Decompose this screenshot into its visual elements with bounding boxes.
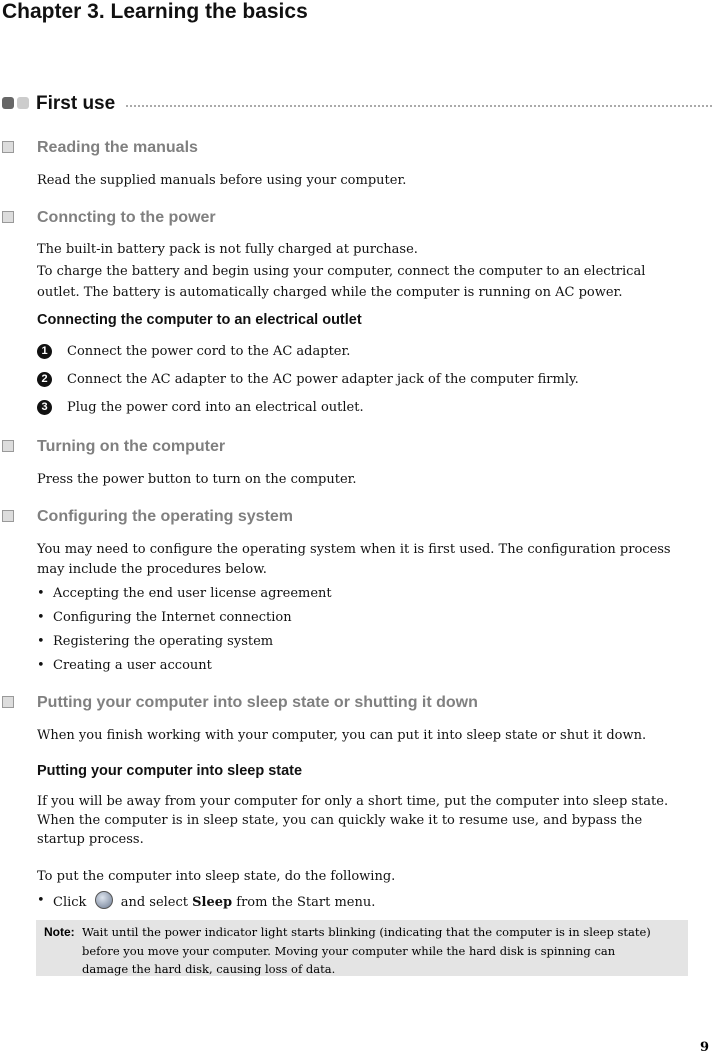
- step-number: 2: [37, 372, 52, 387]
- note-line: damage the hard disk, causing loss of data.: [82, 962, 336, 976]
- page-number: 9: [700, 1040, 710, 1055]
- square-bullet-icon: [2, 440, 14, 452]
- list-item: Registering the operating system: [53, 634, 274, 649]
- list-item: Accepting the end user license agreement: [53, 586, 332, 601]
- click-suffix: from the Start menu.: [236, 895, 376, 910]
- sleep-text: When you finish working with your computer, you can put it into sleep state or shut it down.: [37, 728, 647, 743]
- section-title: First use: [36, 93, 116, 114]
- subsection-heading-sleep: Putting your computer into sleep state or shutting it down: [37, 694, 478, 711]
- procedure-heading-power: Connecting the computer to an electrical outlet: [37, 312, 362, 328]
- configuring-text-line: You may need to configure the operating system when it is first used. The configuration process: [37, 542, 671, 557]
- section-dot-dark: [2, 97, 14, 109]
- subsection-heading-power: Conncting to the power: [37, 209, 216, 226]
- click-middle: and select: [120, 895, 189, 910]
- note-label: Note:: [44, 925, 75, 939]
- square-bullet-icon: [2, 141, 14, 153]
- turning-on-text: Press the power button to turn on the computer.: [37, 472, 357, 487]
- configuring-text-line: may include the procedures below.: [37, 562, 267, 577]
- sleep-para-line: startup process.: [37, 832, 144, 847]
- subsection-heading-configuring: Configuring the operating system: [37, 508, 294, 525]
- procedure-heading-sleep: Putting your computer into sleep state: [37, 763, 303, 779]
- square-bullet-icon: [2, 510, 14, 522]
- sleep-para-line: When the computer is in sleep state, you can quickly wake it to resume use, and bypass the: [37, 813, 643, 828]
- step-text: Plug the power cord into an electrical outlet.: [67, 400, 364, 415]
- section-dots: [2, 97, 32, 115]
- chapter-title: Chapter 3. Learning the basics: [2, 0, 308, 23]
- power-text-line: The built-in battery pack is not fully charged at purchase.: [37, 242, 418, 257]
- note-line: before you move your computer. Moving your computer while the hard disk is spinning can: [82, 943, 616, 958]
- bullet-dot: •: [37, 658, 45, 673]
- power-text-line: To charge the battery and begin using your computer, connect the computer to an electrical: [37, 264, 646, 279]
- section-rule: [126, 105, 712, 107]
- sleep-para-line: If you will be away from your computer for only a short time, put the computer into sleep state.: [37, 794, 669, 809]
- list-item: Creating a user account: [53, 658, 212, 673]
- bullet-dot: •: [37, 610, 45, 625]
- note-text: [82, 923, 686, 979]
- sleep-option: Sleep: [192, 895, 233, 910]
- subsection-heading-reading: Reading the manuals: [37, 139, 198, 156]
- note-line: Wait until the power indicator light starts blinking (indicating that the computer is in sleep state): [82, 925, 651, 939]
- step-number: 1: [37, 344, 52, 359]
- subsection-heading-turning-on: Turning on the computer: [37, 438, 226, 455]
- list-item: Configuring the Internet connection: [53, 610, 292, 625]
- sleep-para2: To put the computer into sleep state, do the following.: [37, 869, 396, 884]
- step-text: Connect the power cord to the AC adapter.: [67, 344, 351, 359]
- section-dot-light: [17, 97, 29, 109]
- square-bullet-icon: [2, 211, 14, 223]
- click-instruction: [53, 891, 375, 913]
- square-bullet-icon: [2, 696, 14, 708]
- bullet-dot: •: [37, 893, 45, 908]
- step-text: Connect the AC adapter to the AC power adapter jack of the computer firmly.: [67, 372, 579, 387]
- windows-start-icon: [95, 891, 113, 909]
- step-number: 3: [37, 400, 52, 415]
- bullet-dot: •: [37, 634, 45, 649]
- reading-text: Read the supplied manuals before using your computer.: [37, 173, 407, 188]
- power-text-line: outlet. The battery is automatically charged while the computer is running on AC power.: [37, 285, 623, 300]
- click-prefix: Click: [53, 895, 87, 910]
- bullet-dot: •: [37, 586, 45, 601]
